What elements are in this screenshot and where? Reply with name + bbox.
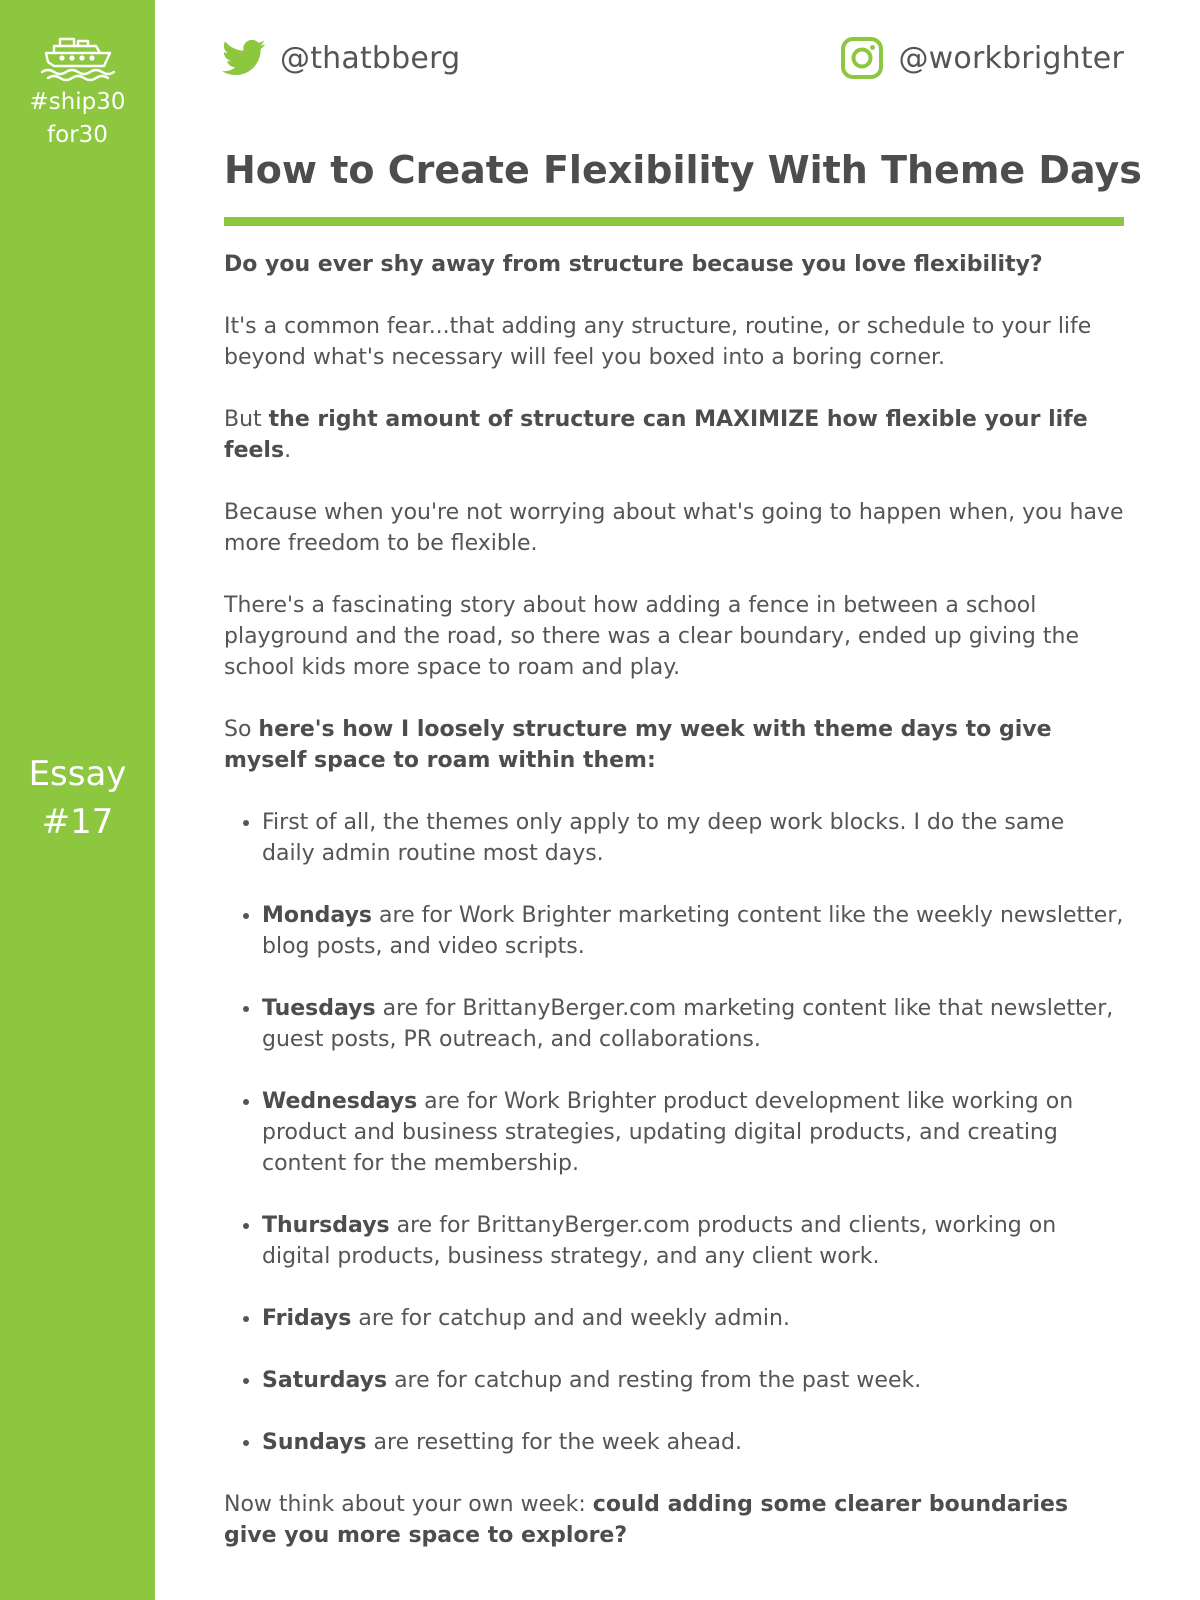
hashtag-line-2: for30 xyxy=(47,122,108,148)
list-item-day: Thursdays xyxy=(262,1213,390,1238)
list-item-day: Wednesdays xyxy=(262,1089,418,1114)
theme-days-list xyxy=(224,807,1124,1458)
list-item xyxy=(262,1210,1124,1272)
paragraph-fence-story: There's a fascinating story about how adding a fence in between a school playground and the road, so there was a clear boundary, ended up giving the school kids more space to roam and play. xyxy=(224,593,1079,680)
list-item-text: are for BrittanyBerger.com marketing content like that newsletter, guest posts, PR outreach, and collaborations. xyxy=(262,996,1114,1052)
instagram-icon xyxy=(840,36,884,80)
paragraph-right-amount-end: . xyxy=(284,438,292,463)
list-item-text: are resetting for the week ahead. xyxy=(366,1430,742,1455)
list-item-day: Tuesdays xyxy=(262,996,376,1021)
list-item-text: First of all, the themes only apply to my deep work blocks. I do the same daily admin routine most days. xyxy=(262,810,1065,866)
twitter-handle-block[interactable] xyxy=(222,34,460,82)
twitter-handle: @thatbberg xyxy=(280,40,461,76)
essay-word: Essay xyxy=(28,754,127,794)
essay-body xyxy=(224,249,1124,1582)
list-item xyxy=(262,1427,1124,1458)
paragraph-right-amount-lead: But xyxy=(224,407,269,432)
closing-question-bold: could adding some clearer boundaries give you more space to explore? xyxy=(224,1492,1069,1548)
title-divider xyxy=(224,217,1124,226)
list-item xyxy=(262,1365,1124,1396)
intro-question-text: Do you ever shy away from structure because you love flexibility? xyxy=(224,252,1043,277)
list-item-text: are for catchup and and weekly admin. xyxy=(351,1306,790,1331)
twitter-bird-icon xyxy=(222,39,266,77)
paragraph-right-amount xyxy=(224,404,1124,466)
paragraph-freedom: Because when you're not worrying about what's going to happen when, you have more freedom to be flexible. xyxy=(224,500,1124,556)
list-item-text: are for BrittanyBerger.com products and clients, working on digital products, business strategy, and any client work. xyxy=(262,1213,1057,1269)
list-item-text: are for Work Brighter product development like working on product and business strategies, updating digital products, and creating content for the membership. xyxy=(262,1089,1074,1176)
paragraph-right-amount-bold: the right amount of structure can MAXIMIZE how flexible your life feels xyxy=(224,407,1088,463)
paragraph-theme-days-lead: So xyxy=(224,717,259,742)
list-item xyxy=(262,993,1124,1055)
list-item xyxy=(262,900,1124,962)
ship-icon xyxy=(40,32,116,82)
list-item-day: Saturdays xyxy=(262,1368,388,1393)
paragraph-theme-days-intro xyxy=(224,714,1124,776)
list-item-day: Fridays xyxy=(262,1306,352,1331)
list-item xyxy=(262,1303,1124,1334)
instagram-handle: @workbrighter xyxy=(898,40,1124,76)
sidebar xyxy=(0,0,155,1600)
list-item-text: are for catchup and resting from the past week. xyxy=(387,1368,922,1393)
paragraph-common-fear: It's a common fear...that adding any structure, routine, or schedule to your life beyond what's necessary will feel you boxed into a boring corner. xyxy=(224,314,1092,370)
intro-question xyxy=(224,249,1124,280)
essay-number-value: #17 xyxy=(41,802,114,842)
closing-question xyxy=(224,1489,1124,1551)
list-item xyxy=(262,1086,1124,1179)
hashtag-label xyxy=(0,86,155,152)
hashtag-line-1: #ship30 xyxy=(29,89,126,115)
list-item-text: are for Work Brighter marketing content like the weekly newsletter, blog posts, and video scripts. xyxy=(262,903,1124,959)
instagram-handle-block[interactable] xyxy=(840,34,1124,82)
list-item-day: Mondays xyxy=(262,903,373,928)
essay-number xyxy=(0,750,155,846)
list-item-day: Sundays xyxy=(262,1430,367,1455)
page-title: How to Create Flexibility With Theme Days xyxy=(224,148,1142,192)
closing-question-lead: Now think about your own week: xyxy=(224,1492,593,1517)
list-item xyxy=(262,807,1124,869)
paragraph-theme-days-bold: here's how I loosely structure my week with theme days to give myself space to roam within them: xyxy=(224,717,1052,773)
